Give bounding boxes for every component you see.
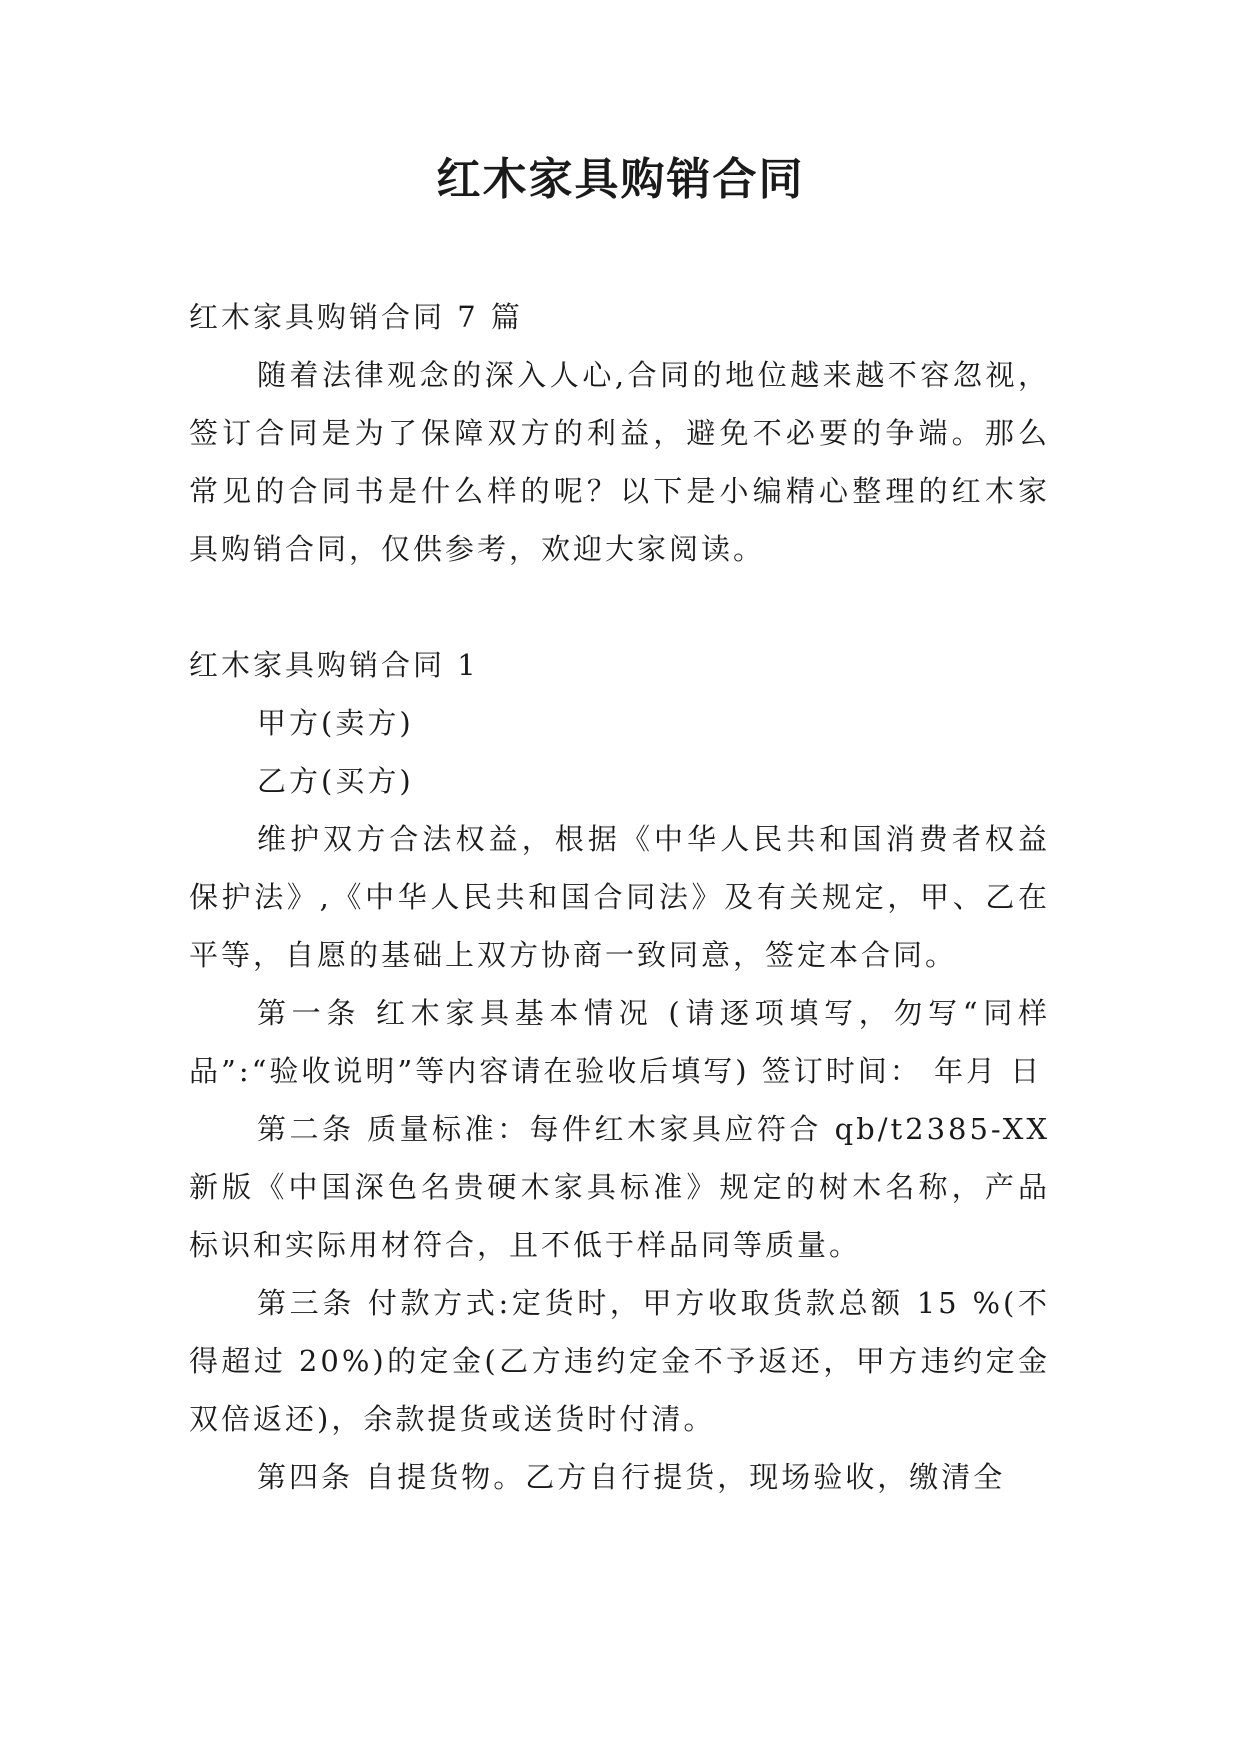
document-body (189, 288, 1050, 1506)
intro-heading: 红木家具购销合同 7 篇 (189, 300, 523, 334)
paragraph-spacer (189, 578, 1050, 636)
document-title: 红木家具购销合同 (436, 154, 805, 205)
article-4-paragraph: 第四条 自提货物。乙方自行提货，现场验收，缴清全 (257, 1460, 1006, 1494)
party-b-line: 乙方(买方) (257, 764, 414, 798)
intro-paragraph: 随着法律观念的深入人心,合同的地位越来越不容忽视，签订合同是为了保障双方的利益，避免不必要的争端。那么常见的合同书是什么样的呢？以下是小编精心整理的红木家具购销合同，仅供参考，欢迎大家阅读。 (189, 358, 1050, 566)
party-a-line: 甲方(卖方) (257, 706, 414, 740)
section-heading: 红木家具购销合同 1 (189, 648, 479, 682)
article-1-paragraph: 第一条 红木家具基本情况 (请逐项填写，勿写“同样品”:“验收说明”等内容请在验收后填写) 签订时间： 年月 日 (189, 996, 1050, 1088)
article-3-paragraph: 第三条 付款方式:定货时，甲方收取货款总额 15 %(不得超过 20%)的定金(乙方违约定金不予返还，甲方违约定金双倍返还)，余款提货或送货时付清。 (189, 1286, 1050, 1436)
article-2-paragraph: 第二条 质量标准：每件红木家具应符合 qb/t2385-XX 新版《中国深色名贵硬木家具标准》规定的树木名称，产品标识和实际用材符合，且不低于样品同等质量。 (189, 1112, 1050, 1262)
preamble-paragraph: 维护双方合法权益，根据《中华人民共和国消费者权益保护法》,《中华人民共和国合同法》及有关规定，甲、乙在平等，自愿的基础上双方协商一致同意，签定本合同。 (189, 822, 1050, 972)
